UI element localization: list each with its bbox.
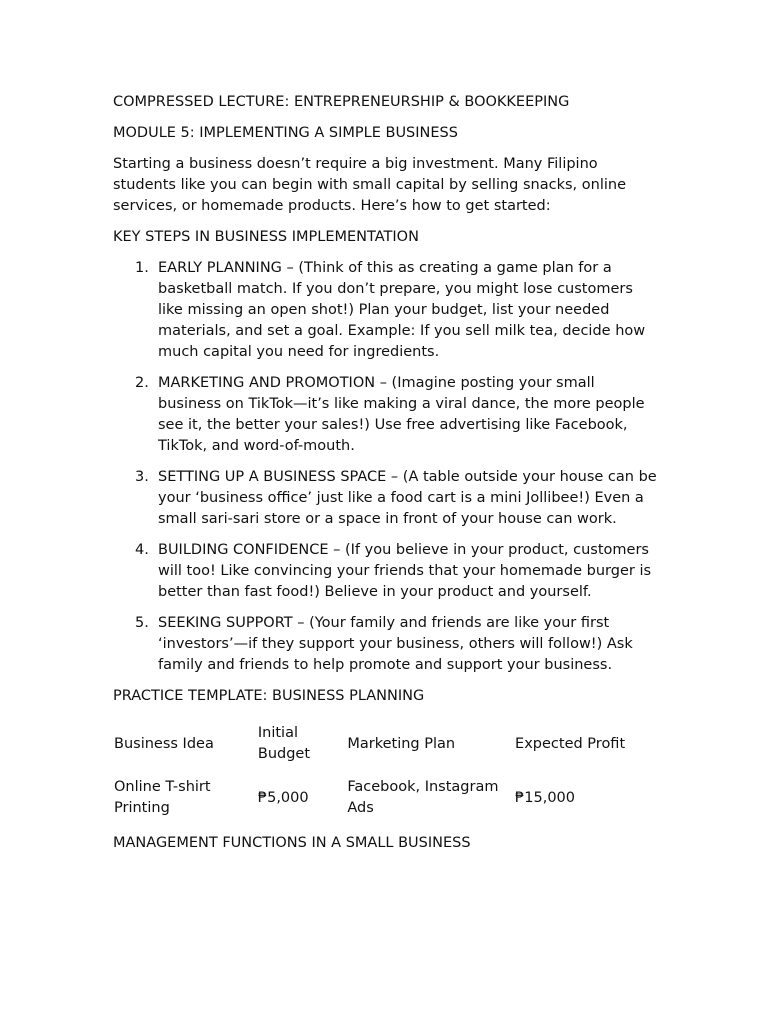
step-number: 2.: [135, 375, 149, 391]
table-header-cell: Marketing Plan: [347, 735, 456, 752]
module-title: MODULE 5: IMPLEMENTING A SIMPLE BUSINESS: [113, 125, 458, 141]
table-cell: ₱15,000: [515, 789, 576, 806]
intro-paragraph: Starting a business doesn’t require a big investment. Many Filipino students like you can begin with small capital by selling snacks, online services, or homemade products. Here’s how to get started:: [113, 156, 626, 214]
step-number: 3.: [135, 469, 149, 485]
step-text: SETTING UP A BUSINESS SPACE – (A table outside your house can be your ‘business office’ just like a food cart is a mini Jollibee!) Even a small sari-sari store or a space in front of your house can work.: [158, 469, 657, 527]
step-number: 5.: [135, 615, 149, 631]
management-heading: MANAGEMENT FUNCTIONS IN A SMALL BUSINESS: [113, 835, 471, 851]
document-page: [113, 92, 658, 864]
step-item: [113, 540, 658, 603]
lecture-title: COMPRESSED LECTURE: ENTREPRENEURSHIP & BOOKKEEPING: [113, 94, 570, 110]
table-row: [113, 771, 658, 825]
step-text: EARLY PLANNING – (Think of this as creating a game plan for a basketball match. If you don’t prepare, you might lose customers like missing an open shot!) Plan your budget, list your needed materials, and set a goal. Example: If you sell milk tea, decide how much capital you need for ingredients.: [158, 260, 646, 360]
business-planning-table: [113, 717, 658, 825]
table-header-row: [113, 717, 658, 771]
steps-heading: KEY STEPS IN BUSINESS IMPLEMENTATION: [113, 229, 419, 245]
table-header-cell: Expected Profit: [515, 735, 626, 752]
step-number: 1.: [135, 260, 149, 276]
step-item: [113, 613, 658, 676]
template-heading: PRACTICE TEMPLATE: BUSINESS PLANNING: [113, 688, 425, 704]
step-item: [113, 373, 658, 457]
step-item: [113, 467, 658, 530]
step-text: MARKETING AND PROMOTION – (Imagine posting your small business on TikTok—it’s like making a viral dance, the more people see it, the better your sales!) Use free advertising like Facebook, TikTok, and word-of-mouth.: [158, 375, 645, 454]
step-item: [113, 258, 658, 363]
table-cell: ₱5,000: [257, 789, 309, 806]
step-number: 4.: [135, 542, 149, 558]
step-text: BUILDING CONFIDENCE – (If you believe in your product, customers will too! Like convincing your friends that your homemade burger is better than fast food!) Believe in your product and yourself.: [158, 542, 652, 600]
table-header-cell: Initial Budget: [257, 725, 311, 762]
table-cell: Online T-shirt Printing: [114, 779, 211, 816]
step-text: SEEKING SUPPORT – (Your family and friends are like your first ‘investors’—if they support your business, others will follow!) Ask family and friends to help promote and support your business.: [158, 615, 633, 673]
steps-list: [113, 258, 658, 676]
table-cell: Facebook, Instagram Ads: [347, 779, 499, 816]
table-header-cell: Business Idea: [114, 735, 214, 752]
